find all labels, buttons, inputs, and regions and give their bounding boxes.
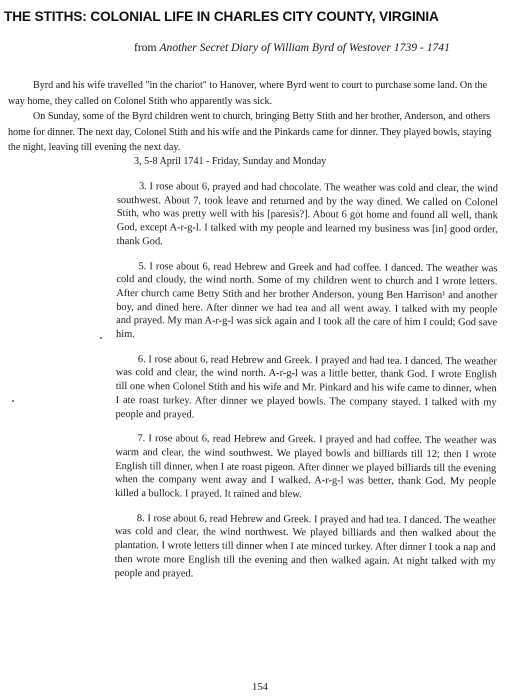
diary-entries xyxy=(114,180,498,594)
diary-entry: 6. I rose about 6, read Hebrew and Greek. I prayed and had tea. I danced. The weather was cold and clear, the wind north. A-r-g-l was a little better, thank God. I wrote English till one when Colonel Stith and his wife and Mr. Pinkard and his wife came to dinner, when I ate roast turkey. After dinner we played bowls. The company stayed. I talked with my people and prayed. xyxy=(115,353,497,421)
source-citation xyxy=(134,41,506,54)
intro-paragraph: On Sunday, some of the Byrd children went to church, bringing Betty Stith and her brother, Anderson, and others home for dinner. The next day, Colonel Stith and his wife and the Pinkards came for dinner. They played bowls, staying the night, leaving till evening the next day. xyxy=(8,111,492,154)
diary-entry: 7. I rose about 6, read Hebrew and Greek. I prayed and had coffee. The weather was warm and clear, the wind southwest. We played bowls and billiards till 12; then I wrote English till dinner, when I ate roast pigeon. After dinner we played billiards till the evening when the company went away and I walked. A-r-g-l was better, thank God. My people killed a bullock. I prayed. It rained and blew. xyxy=(115,433,497,501)
intro-paragraph: Byrd and his wife travelled "in the chariot" to Hanover, where Byrd went to court to purchase some land. On the way home, they called on Colonel Stith who apparently was sick. xyxy=(8,80,488,107)
diary-entry: 5. I rose about 6, read Hebrew and Greek and had coffee. I danced. The weather was cold and cloudy, the wind north. Some of my children went to church and I wrote letters. After church came Betty Stith and her brother Anderson, young Ben Harrison¹ and another boy, and dined here. After dinner we had tea and all went away. I talked with my people and prayed. My man A-r-g-l was sick again and I took all the care of him I could; God save him. xyxy=(116,260,498,341)
source-prefix: from xyxy=(134,41,160,54)
diary-entry: 8. I rose about 6, read Hebrew and Greek. I prayed and had tea. I danced. The weather was cold and clear, the wind northwest. We played billiards and then walked about the plantation. I wrote letters till dinner when I ate minced turkey. After dinner I took a nap and then wrote more English till the evening and then walked again. At night talked with my people and prayed. xyxy=(114,512,496,580)
source-work-title: Another Secret Diary of William Byrd of Westover 1739 - 1741 xyxy=(159,41,450,54)
intro-section xyxy=(8,78,504,156)
page-number: 154 xyxy=(252,682,268,693)
diary-entry: 3. I rose about 6, prayed and had chocolate. The weather was cold and clear, the wind southwest. About 7, took leave and returned and by the way dined. We called on Colonel Stith, who was pretty well with his [paresis?]. About 6 got home and found all well, thank God, except A-r-g-l. I talked with my people and learned my business was [in] good order, thank God. xyxy=(116,181,498,248)
page-title: THE STITHS: COLONIAL LIFE IN CHARLES CITY COUNTY, VIRGINIA xyxy=(4,9,439,24)
entry-dateline: 3, 5-8 April 1741 - Friday, Sunday and Monday xyxy=(134,156,327,167)
scan-speck xyxy=(100,337,102,339)
scan-speck xyxy=(12,400,14,402)
